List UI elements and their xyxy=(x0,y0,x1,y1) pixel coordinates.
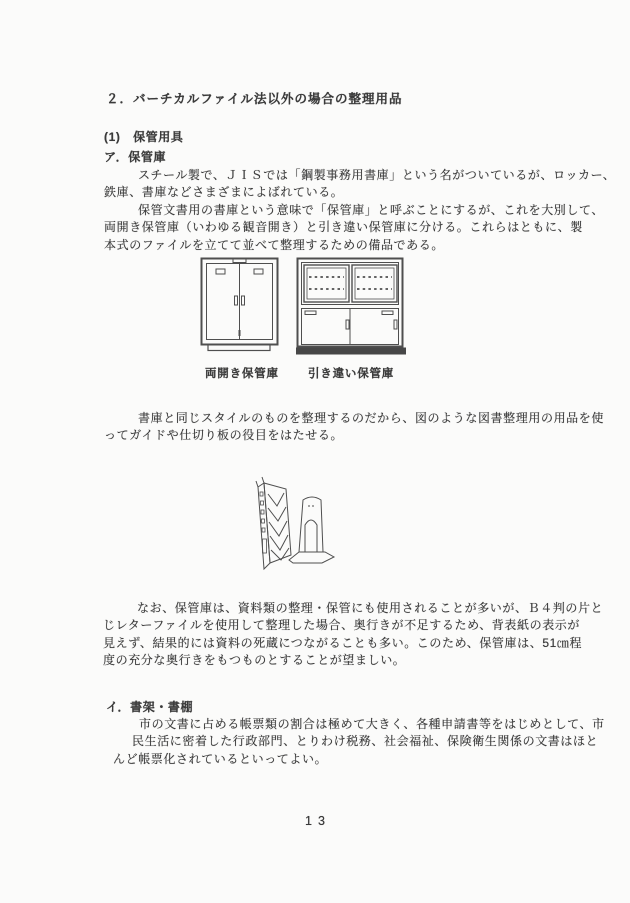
text-line: なお、保管庫は、資料類の整理・保管にも使用されることが多いが、Ｂ４判の片と xyxy=(137,601,604,615)
text-line: 度の充分な奥行きをもつものとすることが望ましい。 xyxy=(103,653,406,668)
paragraph-guides xyxy=(104,410,604,445)
paragraph-depth-note xyxy=(103,600,603,670)
page-title: ２．バーチカルファイル法以外の場合の整理用品 xyxy=(106,92,403,106)
subsection-a-heading: ア．保管庫 xyxy=(104,150,167,164)
text-line: 見えず、結果的には資料の死蔵につながることも多い。このため、保管庫は、51㎝程 xyxy=(103,635,583,650)
paragraph-bookshelf xyxy=(105,716,605,768)
text-line: 書庫と同じスタイルのものを整理するのだから、図のような図書整理用の用品を使 xyxy=(138,411,604,425)
text-line: 民生活に密着した行政部門、とりわけ税務、社会福祉、保険衛生関係の文書はほと xyxy=(132,734,599,749)
text-line: 保管文書用の書庫という意味で「保管庫」と呼ぶことにするが、これを大別して、 xyxy=(138,202,604,217)
text-line: 鉄庫、書庫などさまざまによばれている。 xyxy=(104,185,344,200)
subsection-i-heading: イ．書架・書棚 xyxy=(106,700,194,714)
text-line: じレターファイルを使用して整理した場合、奥行きが不足するため、背表紙の表示が xyxy=(103,618,581,633)
text-line: スチール製で、ＪＩＳでは「鋼製事務用書庫」という名がついているが、ロッカー、 xyxy=(138,168,616,182)
double-door-cabinet-figure xyxy=(200,257,281,354)
text-line: ってガイドや仕切り板の役目をはたせる。 xyxy=(104,428,344,443)
caption-sliding-door-cabinet: 引き違い保管庫 xyxy=(308,368,395,380)
sliding-door-cabinet-figure xyxy=(296,257,408,356)
caption-double-door-cabinet: 両開き保管庫 xyxy=(205,368,279,380)
bookend-figure xyxy=(241,476,337,576)
text-line: んど帳票化されているといってよい。 xyxy=(113,751,328,766)
text-line: 両開き保管庫（いわゆる観音開き）と引き違い保管庫に分ける。これらはともに、製 xyxy=(104,220,583,235)
text-line: 市の文書に占める帳票類の割合は極めて大きく、各種申請書等をはじめとして、市 xyxy=(139,717,605,731)
paragraph-storage-cabinet xyxy=(104,167,615,254)
page-number: 13 xyxy=(305,814,331,828)
text-line: 本式のファイルを立てて並べて整理するための備品である。 xyxy=(104,237,444,252)
section-1-heading: (1) 保管用具 xyxy=(104,130,184,144)
